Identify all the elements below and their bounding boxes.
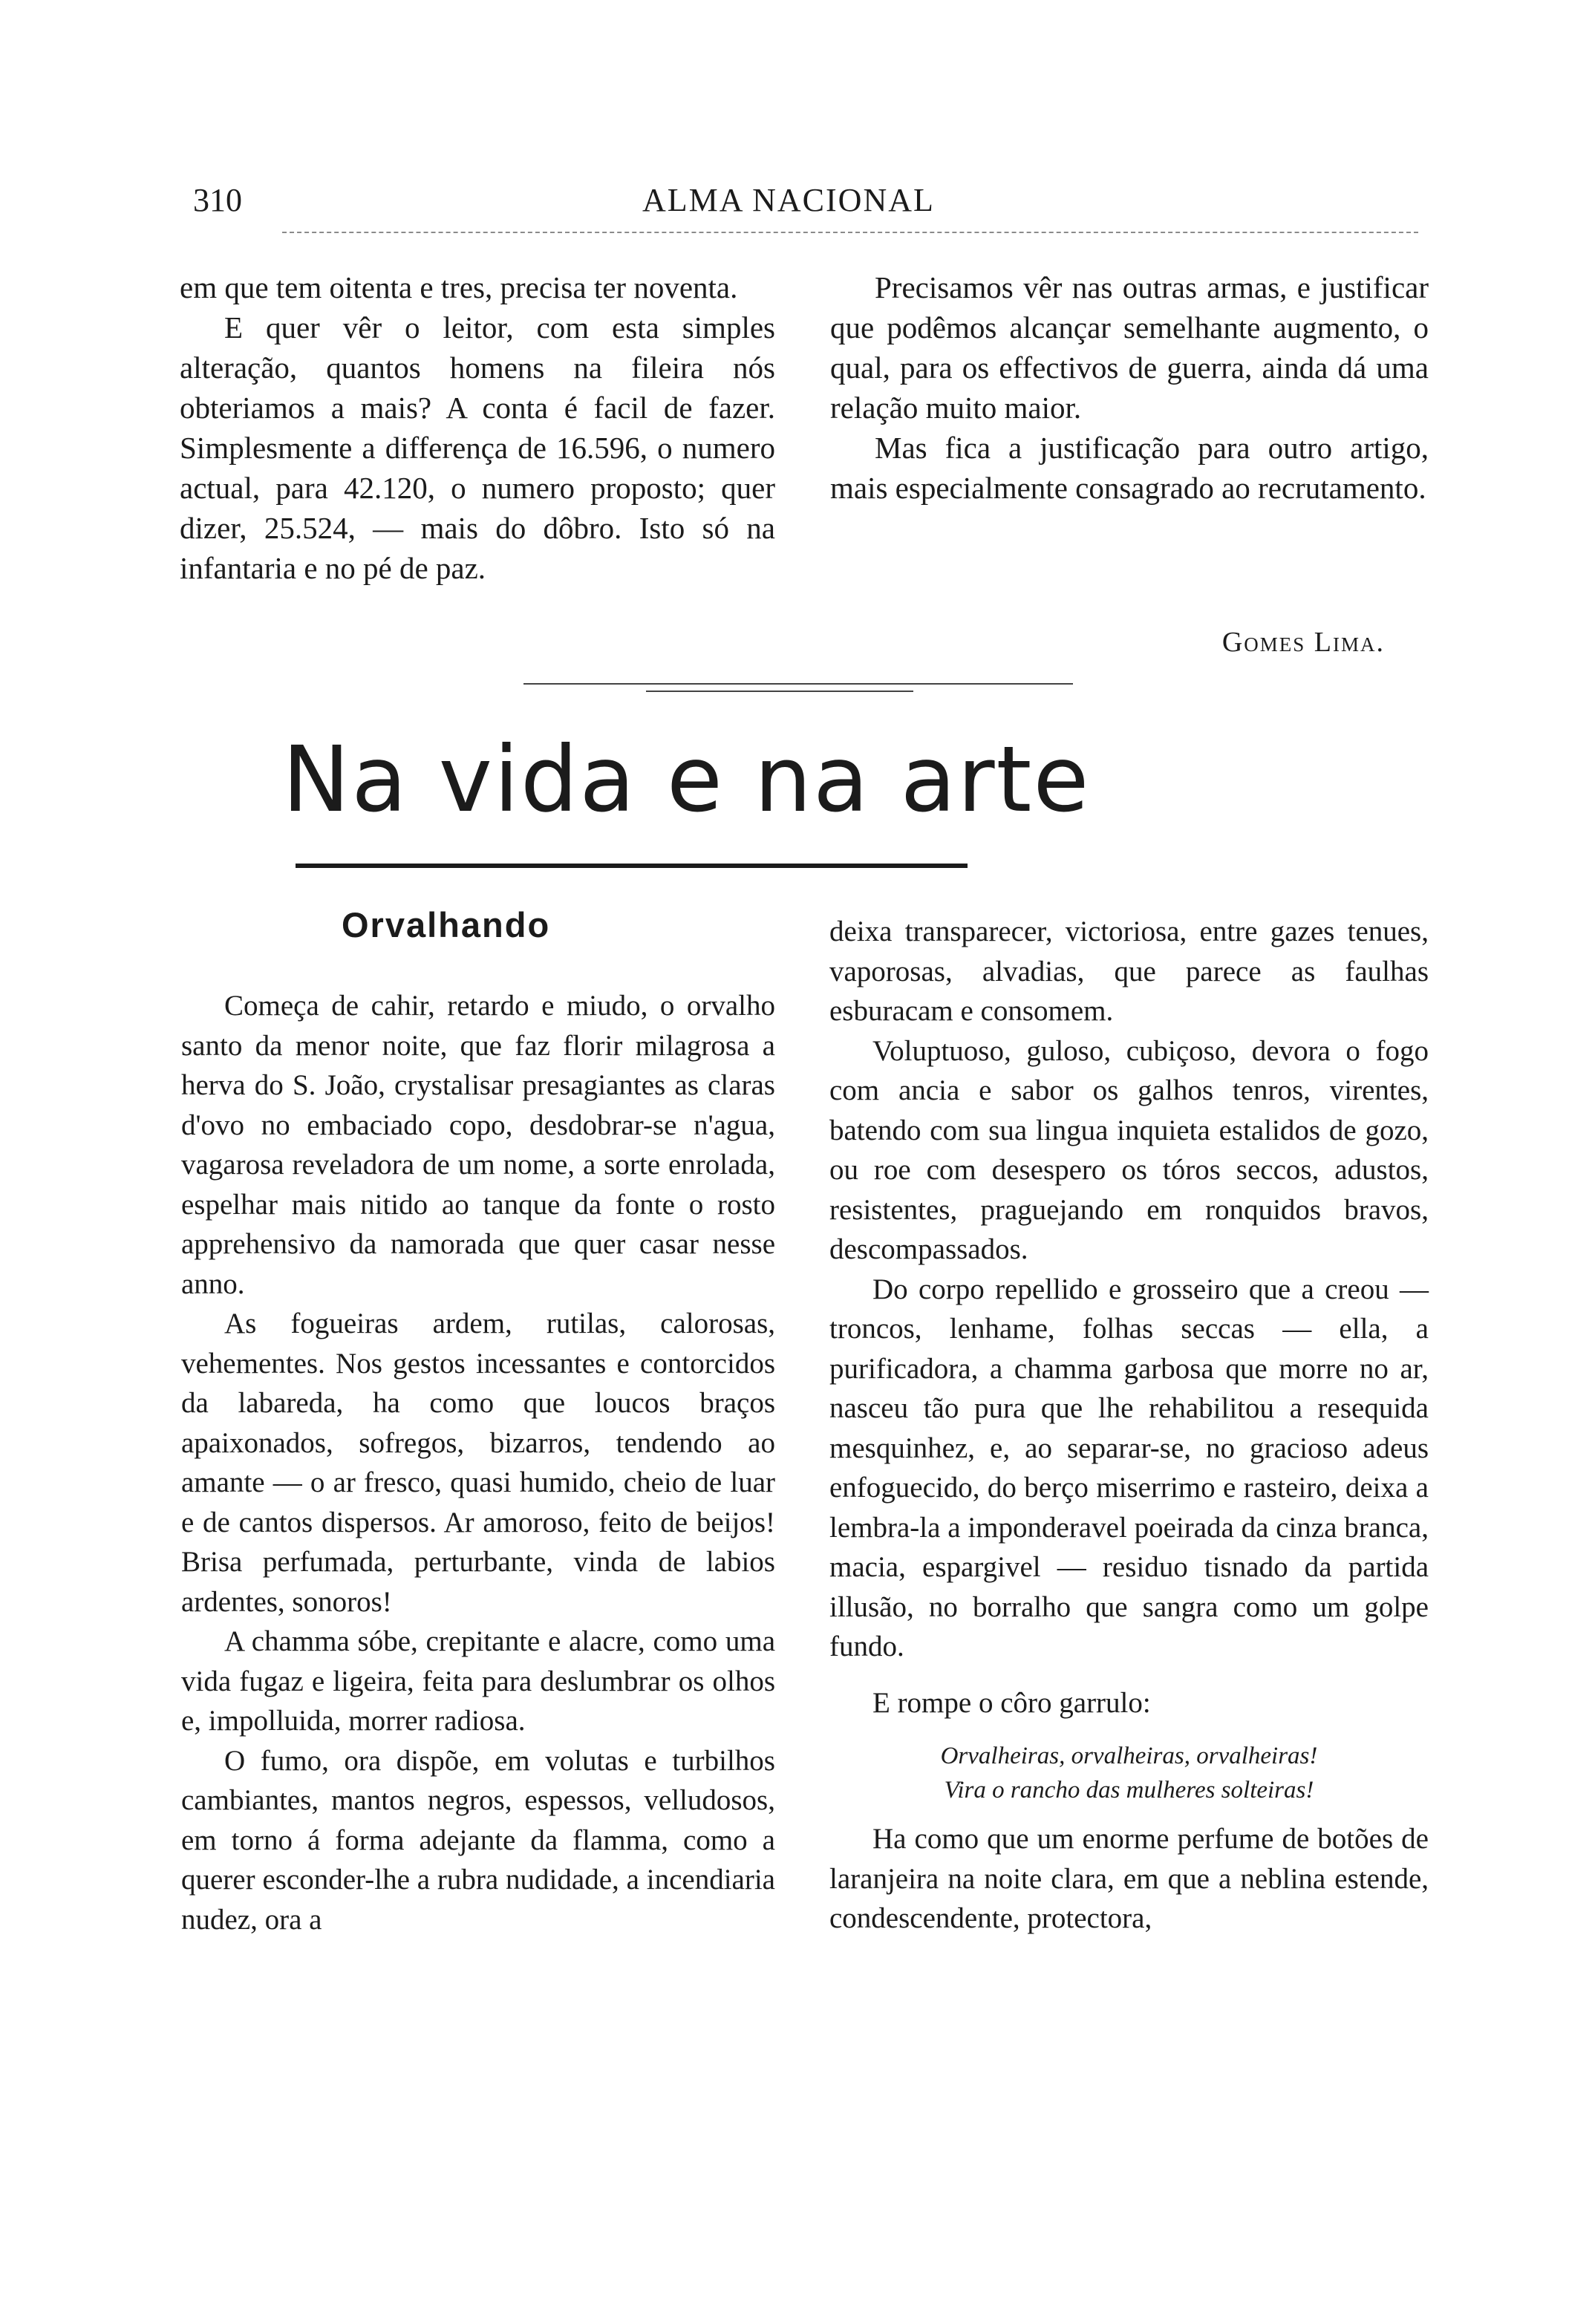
running-header: ALMA NACIONAL [642, 182, 935, 218]
paragraph: Começa de cahir, retardo e miudo, o orvalho santo da menor noite, que faz florir milagrosa a herva do S. João, crystalisar presagiantes as claras d'ovo no embaciado copo, desdobrar-se n'agua, vagarosa reveladora de um nome, a sorte enrolada, espelhar mais nitido ao tanque da fonte o rosto apprehensivo da namorada que quer casar nesse anno. [181, 990, 775, 1300]
author-signature: Gomes Lima. [1221, 627, 1385, 658]
paragraph: em que tem oitenta e tres, precisa ter noventa. [180, 270, 738, 304]
paragraph: Do corpo repellido e grosseiro que a creou — troncos, lenhame, folhas seccas — ella, a purificadora, a chamma garbosa que morre no ar, nasceu tão pura que lhe rehabilitou a resequida mesquinhez, e, ao separar-se, no gracioso adeus enfoguecido, do berço miserrimo e rasteiro, deixa a lembra-la a imponderavel poeirada da cinza branca, macia, espargivel — residuo tisnado da partida illusão, no borralho que sangra como um golpe fundo. [829, 1273, 1429, 1662]
paragraph: Ha como que um enorme perfume de botões de laranjeira na noite clara, em que a neblina estende, condescendente, protectora, [829, 1823, 1429, 1934]
page-number: 310 [193, 182, 242, 218]
paragraph: A chamma sóbe, crepitante e alacre, como uma vida fugaz e ligeira, feita para deslumbrar os olhos e, impolluida, morrer radiosa. [181, 1625, 775, 1737]
article-title: Orvalhando [342, 905, 551, 944]
paragraph: O fumo, ora dispõe, em volutas e turbilhos cambiantes, mantos negros, espessos, velludosos, em torno á forma adejante da flamma, como a querer esconder-lhe a rubra nudidade, a incendiaria nudez, ora a [181, 1744, 775, 1936]
paragraph: Precisamos vêr nas outras armas, e justificar que podêmos alcançar semelhante augmento, o qual, para os effectivos de guerra, ainda dá uma relação muito maior. [830, 270, 1429, 425]
verse-block [829, 1739, 1429, 1807]
section-title: Na vida e na arte [282, 727, 1091, 832]
paragraph: deixa transparecer, victoriosa, entre gazes tenues, vaporosas, alvadias, que parece as faulhas esburacam e consomem. [829, 915, 1429, 1027]
verse-line: Vira o rancho das mulheres solteiras! [944, 1777, 1314, 1804]
paragraph: Voluptuoso, guloso, cubiçoso, devora o fogo com ancia e sabor os galhos tenros, virentes, batendo com sua lingua inquieta estalidos de gozo, ou roe com desespero os tóros seccos, adustos, resistentes, praguejando em ronquidos bravos, descompassados. [829, 1034, 1429, 1265]
paragraph: E rompe o côro garrulo: [872, 1686, 1151, 1719]
paragraph: Mas fica a justificação para outro artigo, mais especialmente consagrado ao recrutamento. [830, 431, 1429, 505]
previous-article-right-column [830, 267, 1429, 508]
previous-article-left-column [180, 267, 775, 588]
article-left-column [181, 986, 775, 1939]
article-right-column [829, 912, 1429, 1939]
title-underline [296, 864, 968, 868]
header-rule [282, 232, 1418, 233]
section-divider [523, 683, 1073, 685]
paragraph: As fogueiras ardem, rutilas, calorosas, vehementes. Nos gestos incessantes e contorcidos da labareda, ha como que loucos braços apaixonados, sofregos, bizarros, tendendo ao amante — o ar fresco, quasi humido, cheio de luar e de cantos dispersos. Ar amoroso, feito de beijos! Brisa perfumada, perturbante, vinda de labios ardentes, sonoros! [181, 1308, 775, 1618]
section-divider-short [646, 691, 913, 692]
verse-line: Orvalheiras, orvalheiras, orvalheiras! [940, 1743, 1318, 1769]
paragraph: E quer vêr o leitor, com esta simples alteração, quantos homens na fileira nós obteriamos a mais? A conta é facil de fazer. Simplesmente a differença de 16.596, o numero actual, para 42.120, o numero proposto; quer dizer, 25.524, — mais do dôbro. Isto só na infantaria e no pé de paz. [180, 310, 775, 585]
